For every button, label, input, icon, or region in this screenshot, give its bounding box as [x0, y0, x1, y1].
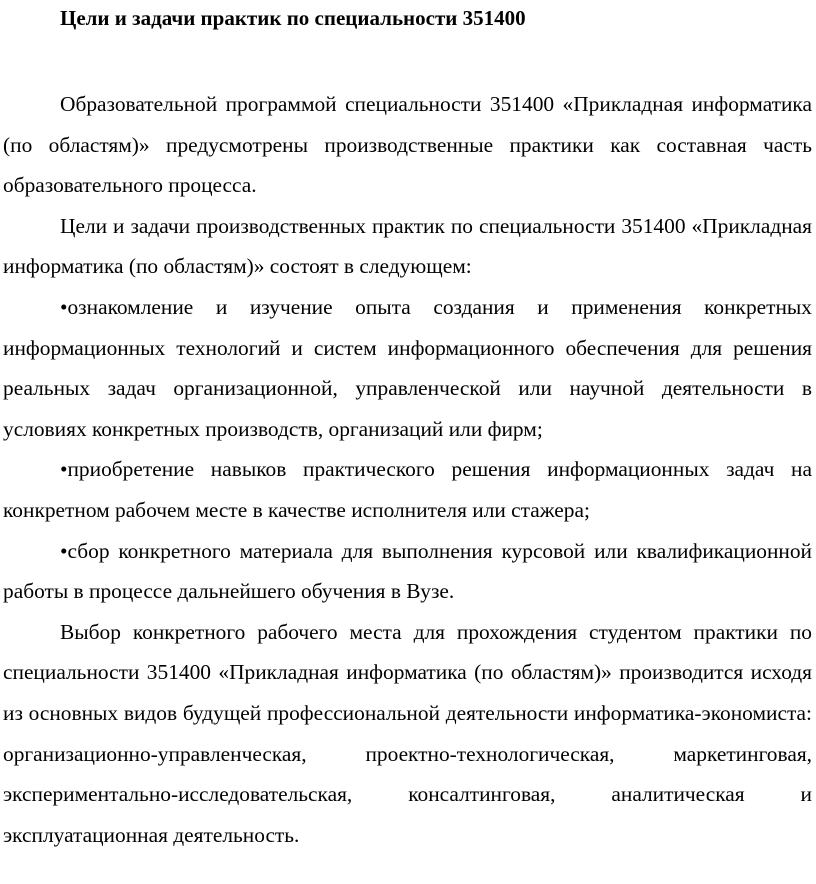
- paragraph-workplace-choice: Выбор конкретного рабочего места для прохождения студентом практики по специальности 351400 «Прикладная информатика (по областям)» производится исходя из основных видов будущей профессиональной деятельности информатика-экономиста: организационно-управленческая, проектно-технологическая, маркетинговая, экспериментально-исследовательская, консалтинговая, аналитическая и эксплуатационная деятельность.: [3, 619, 812, 847]
- title-spacer: [3, 30, 816, 84]
- bullet-item-familiarization: •ознакомление и изучение опыта создания и применения конкретных информационных технологий и систем информационного обеспечения для решения реальных задач организационной, управленческой или научной деятельности в условиях конкретных производств, организаций или фирм;: [3, 294, 812, 441]
- paragraph-intro: Образовательной программой специальности 351400 «Прикладная информатика (по областям)» предусмотрены производственные практики как составная часть образовательного процесса.: [3, 92, 812, 198]
- bullet-item-skills: •приобретение навыков практического решения информационных задач на конкретном рабочем месте в качестве исполнителя или стажера;: [3, 457, 812, 522]
- bullet-item-material: •сбор конкретного материала для выполнения курсовой или квалификационной работы в процессе дальнейшего обучения в Вузе.: [3, 538, 812, 604]
- document-title: Цели и задачи практик по специальности 351400: [60, 6, 526, 30]
- paragraph-goals: Цели и задачи производственных практик по специальности 351400 «Прикладная информатика (по областям)» состоят в следующем:: [3, 213, 812, 279]
